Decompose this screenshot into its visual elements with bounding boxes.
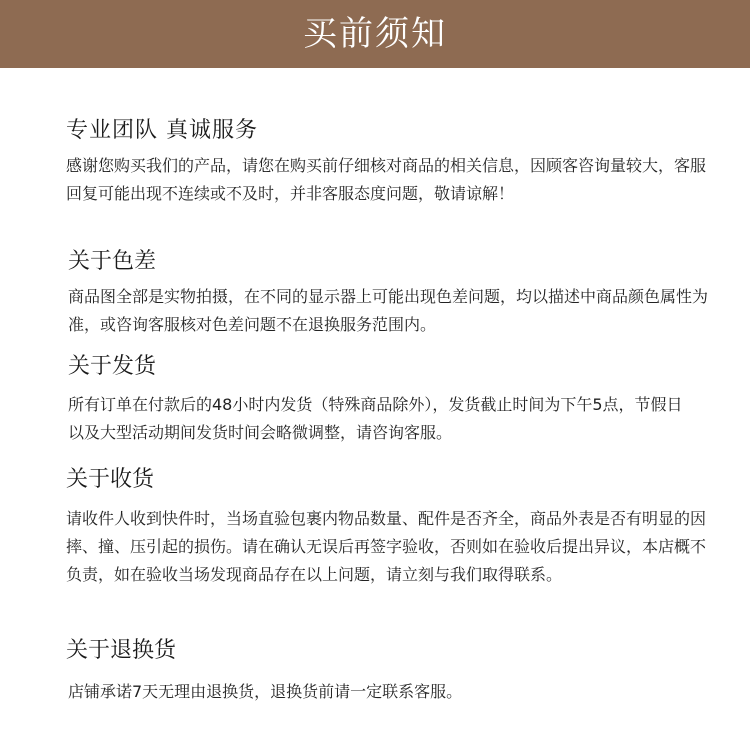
page-title: 买前须知: [303, 14, 447, 54]
section-heading-color-difference: 关于色差: [68, 249, 157, 274]
section-text-color-difference: 商品图全部是实物拍摄，在不同的显示器上可能出现色差问题，均以描述中商品颜色属性为准，或咨询客服核对色差问题不在退换服务范围内。: [68, 287, 709, 334]
section-text-returns: 店铺承诺7天无理由退换货，退换货前请一定联系客服。: [68, 682, 463, 701]
notice-content: [0, 68, 750, 746]
section-heading-service: 专业团队 真诚服务: [66, 118, 258, 143]
section-text-receiving: 请收件人收到快件时，当场直验包裹内物品数量、配件是否齐全，商品外表是否有明显的因摔、撞、压引起的损伤。请在确认无误后再签字验收，否则如在验收后提出异议，本店概不负责，如在验收当场发现商品存在以上问题，请立刻与我们取得联系。: [66, 509, 707, 584]
title-banner: [0, 0, 750, 68]
section-text-service: 感谢您购买我们的产品，请您在购买前仔细核对商品的相关信息，因顾客咨询量较大，客服回复可能出现不连续或不及时，并非客服态度问题，敬请谅解！: [66, 156, 707, 203]
section-heading-returns: 关于退换货: [66, 638, 177, 663]
section-heading-receiving: 关于收货: [66, 467, 155, 492]
section-heading-shipping: 关于发货: [68, 354, 157, 379]
section-text-shipping: 所有订单在付款后的48小时内发货（特殊商品除外），发货截止时间为下午5点，节假日以及大型活动期间发货时间会略微调整，请咨询客服。: [68, 395, 683, 442]
